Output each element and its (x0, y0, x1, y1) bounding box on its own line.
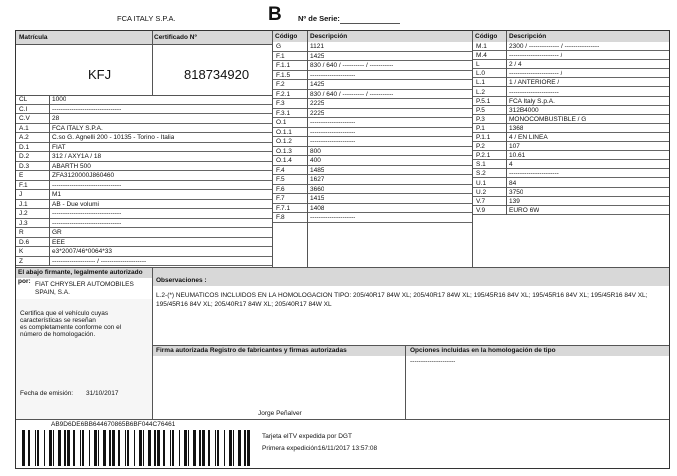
field-code: R (19, 229, 24, 236)
fecha-label: Fecha de emisión: (20, 390, 74, 397)
company-header: FCA ITALY S.P.A. (117, 14, 176, 23)
field-value: GR (52, 229, 62, 236)
barcode-bar (73, 430, 75, 466)
field-code: F.4 (276, 166, 285, 174)
field-code: D.1 (19, 143, 30, 151)
left-row (16, 171, 273, 181)
barcode-image (22, 430, 254, 466)
left-row (16, 238, 273, 248)
id-header-bg (16, 31, 273, 44)
field-value: 312 / AXY1A / 18 (52, 153, 102, 160)
right-row (473, 51, 669, 60)
field-value: 312B4000 (509, 106, 539, 114)
right-row (473, 42, 669, 51)
field-code: C.I (19, 105, 28, 113)
field-code: F.6 (276, 185, 285, 193)
signer-company-1: FIAT CHRYSLER AUTOMOBILES (35, 281, 134, 288)
primera-label: Primera expedición: (262, 445, 320, 452)
right-row (473, 197, 669, 206)
barcode-bar (53, 430, 54, 466)
field-code: P.3 (476, 115, 485, 123)
barcode-bar (244, 430, 246, 466)
matricula-value: KFJ (88, 67, 112, 82)
field-code: D.2 (19, 153, 30, 160)
left-row (16, 105, 273, 115)
mid-row (273, 109, 472, 119)
mid-code-label: Código (275, 33, 298, 40)
cert-text-1: Certifica que el vehículo cuyas (20, 310, 109, 317)
barcode-bar (22, 430, 25, 466)
signer-company-2: SPAIN, S.A. (35, 289, 70, 296)
field-value: -------------------------------- (52, 105, 122, 113)
certificado-label: Certificado Nº (154, 34, 197, 41)
barcode-bar (103, 430, 106, 466)
field-value: 1408 (310, 204, 325, 212)
field-value: 830 / 640 / ---------- / ----------- (310, 90, 394, 98)
right-row (473, 142, 669, 151)
field-value: 800 (310, 147, 321, 155)
barcode-text: AB9D6DE6BB644670865B6BF044C76461 (51, 421, 176, 428)
barcode-bar (157, 430, 160, 466)
field-value: 1000 (52, 96, 67, 103)
left-row (16, 228, 273, 238)
field-value: 4 / EN LINEA (509, 134, 548, 141)
barcode-bar (118, 430, 120, 466)
field-value: --------------------- (310, 128, 356, 136)
form-letter: B (268, 4, 282, 25)
field-value: ----------------------- (509, 88, 559, 96)
barcode-bar (58, 430, 61, 466)
field-code: O.1.3 (276, 147, 292, 155)
field-value: 2300 / -------------- / ---------------- (509, 43, 600, 50)
field-value: 1627 (310, 176, 325, 183)
barcode-bar (163, 430, 165, 466)
field-code: F.3.1 (276, 109, 291, 117)
field-value: --------------------- (310, 138, 356, 145)
observaciones-line-2: 195/45R16 84V XL; 205/40R17 84W XL; 205/40R17 84W XL (156, 301, 332, 308)
field-value: 139 (509, 197, 520, 205)
field-value: 10.61 (509, 152, 526, 160)
matricula-label: Matrícula (19, 34, 48, 41)
field-code: P.2 (476, 143, 485, 151)
field-code: O.1 (276, 119, 287, 126)
right-row (473, 169, 669, 178)
barcode-bar (184, 430, 187, 466)
field-code: U.1 (476, 179, 487, 187)
barcode-bar (202, 430, 205, 466)
barcode-bar (89, 430, 90, 466)
mid-row (273, 90, 472, 100)
field-value: EURO 6W (509, 206, 540, 214)
right-row (473, 160, 669, 169)
barcode-bar (170, 430, 171, 466)
field-value: AB - Due volumi (52, 200, 99, 208)
field-code: F.1 (19, 181, 28, 189)
left-row (16, 143, 273, 153)
mid-row (273, 42, 472, 52)
field-value: 1425 (310, 81, 325, 88)
right-row (473, 179, 669, 188)
mid-row (273, 137, 472, 147)
fecha-value: 31/10/2017 (86, 390, 119, 397)
mid-row (273, 52, 472, 62)
mid-header-bg (273, 31, 472, 42)
field-value: 1485 (310, 166, 325, 174)
right-row (473, 124, 669, 133)
right-row (473, 206, 669, 215)
barcode-bar (208, 430, 210, 466)
mid-row (273, 61, 472, 71)
field-value: 2225 (310, 109, 325, 117)
field-code: S.1 (476, 161, 486, 169)
field-code: F.7.1 (276, 204, 291, 212)
right-desc-label: Descripción (509, 33, 547, 40)
field-code: V.9 (476, 206, 486, 214)
field-code: L.1 (476, 79, 486, 87)
left-row (16, 95, 273, 105)
firma-name: Jorge Peñalver (258, 410, 302, 417)
field-value: 107 (509, 143, 520, 151)
barcode-bar (143, 430, 144, 466)
por-label: por: (18, 278, 31, 285)
field-code: S.2 (476, 170, 486, 178)
field-value: e3*2007/46*0064*33 (52, 248, 113, 255)
cert-text-3: es completamente conforme con el (20, 324, 122, 331)
field-value: -------------------------------- (52, 210, 122, 217)
field-value: -------------------------------- (52, 219, 122, 227)
barcode-bar (37, 430, 39, 466)
left-row (16, 219, 273, 229)
barcode-bar (199, 430, 201, 466)
field-value: ZFA3120000J860460 (52, 172, 115, 179)
field-value: --------------------- (310, 119, 356, 126)
field-value: ----------------------- / (509, 70, 563, 78)
field-code: D.6 (19, 238, 30, 246)
left-row (16, 181, 273, 191)
mid-row (273, 194, 472, 204)
field-code: O.1.2 (276, 138, 292, 145)
right-row (473, 188, 669, 197)
firma-label: Firma autorizada Registro de fabricantes y firmas autorizadas (156, 347, 347, 354)
mid-row (273, 118, 472, 128)
barcode-bar (215, 430, 216, 466)
cert-text-2: características se reseñan (20, 317, 96, 324)
left-row (16, 152, 273, 162)
barcode-bar (193, 430, 196, 466)
barcode-bar (238, 430, 241, 466)
field-code: P.2.1 (476, 152, 491, 160)
field-code: F.8 (276, 214, 285, 221)
field-value: 28 (52, 115, 60, 122)
right-row (473, 69, 669, 78)
field-code: C.V (19, 115, 30, 122)
field-code: F.1.1 (276, 62, 291, 69)
field-code: E (19, 172, 24, 179)
field-value: 2 / 4 (509, 61, 522, 69)
mid-row (273, 166, 472, 176)
mid-row (273, 128, 472, 138)
right-row (473, 88, 669, 97)
barcode-bar (80, 430, 81, 466)
mid-row (273, 156, 472, 166)
barcode-bar (188, 430, 189, 466)
field-code: J.2 (19, 210, 28, 217)
serie-line (340, 23, 400, 24)
field-code: P.5 (476, 106, 485, 114)
field-value: FCA Italy S.p.A. (509, 97, 555, 105)
right-row (473, 106, 669, 115)
barcode-bar (229, 430, 232, 466)
field-code: F.7 (276, 195, 285, 202)
barcode-bar (224, 430, 225, 466)
field-code: M.1 (476, 43, 487, 50)
mid-row (273, 99, 472, 109)
field-value: FIAT (52, 143, 66, 151)
field-code: P.1 (476, 124, 485, 132)
barcode-bar (233, 430, 234, 466)
left-row (16, 209, 273, 219)
field-code: P.1.1 (476, 134, 491, 141)
field-code: L.0 (476, 70, 486, 78)
field-code: U.2 (476, 188, 487, 196)
barcode-bar (134, 430, 135, 466)
field-code: J.1 (19, 200, 28, 208)
field-code: M.4 (476, 52, 487, 60)
barcode-bar (109, 430, 111, 466)
barcode-bar (35, 430, 36, 466)
observaciones-label: Observaciones : (156, 277, 207, 284)
mid-row (273, 185, 472, 195)
mid-row (273, 204, 472, 214)
barcode-bar (148, 430, 151, 466)
field-code: P.5.1 (476, 97, 491, 105)
field-value: FCA ITALY S.P.A. (52, 124, 103, 132)
field-value: C.so G. Agnelli 200 - 10135 - Torino - Italia (52, 134, 175, 141)
tarjeta-text: Tarjeta eITV expedida por DGT (262, 433, 352, 440)
field-code: A.1 (19, 124, 29, 132)
field-value: 1368 (509, 124, 524, 132)
field-code: Z (19, 257, 23, 265)
barcode-bar (67, 430, 70, 466)
left-row (16, 190, 273, 200)
barcode-bar (179, 430, 180, 466)
field-value: 4 (509, 161, 513, 169)
observaciones-line-1: L.2-(*) NEUMATICOS INCLUIDOS EN LA HOMOLOGACION TIPO: 205/40R17 84W XL; 205/40R17 84W XL; 195/45R16 84V XL; 195/45R16 84V XL; 195/45R16 84V XL; (156, 292, 648, 299)
right-row (473, 151, 669, 160)
field-code: K (19, 248, 24, 255)
field-value: 1425 (310, 52, 325, 60)
field-code: O.1.4 (276, 157, 292, 164)
field-code: J (19, 191, 23, 198)
field-value: 830 / 640 / ---------- / ----------- (310, 62, 394, 69)
field-value: EEE (52, 238, 66, 246)
right-row (473, 60, 669, 69)
opciones-label: Opciones incluidas en la homologación de tipo (410, 347, 556, 354)
field-code: L (476, 61, 480, 69)
field-code: J.3 (19, 219, 28, 227)
field-value: --------------------- (310, 71, 356, 79)
right-row (473, 97, 669, 106)
right-row (473, 115, 669, 124)
field-code: F.5 (276, 176, 285, 183)
field-value: 1 / ANTERIORE / (509, 79, 560, 87)
field-value: 400 (310, 157, 321, 164)
barcode-bar (112, 430, 115, 466)
primera-value: 16/11/2017 13:57:08 (318, 445, 378, 452)
right-row (473, 78, 669, 87)
left-row (16, 200, 273, 210)
field-value: ----------------------- / (509, 52, 563, 60)
field-value: M1 (52, 191, 62, 198)
field-code: L.2 (476, 88, 486, 96)
field-code: F.3 (276, 100, 285, 107)
right-code-label: Código (475, 33, 498, 40)
field-code: G (276, 43, 282, 50)
left-row (16, 114, 273, 124)
barcode-bar (217, 430, 219, 466)
left-row (16, 133, 273, 143)
field-value: 3750 (509, 188, 524, 196)
field-code: V.7 (476, 197, 486, 205)
cert-text-4: número de homologación. (20, 331, 96, 338)
barcode-bar (127, 430, 129, 466)
field-value: 84 (509, 179, 517, 187)
barcode-bar (64, 430, 66, 466)
field-value: 3660 (310, 185, 325, 193)
field-value: 1415 (310, 195, 325, 202)
serie-label: Nº de Serie: (298, 14, 340, 23)
field-value: -------------------------------- (52, 181, 122, 189)
field-value: -------------------- / --------------------- (52, 257, 147, 265)
barcode-bar (247, 430, 250, 466)
field-code: F.2.1 (276, 90, 291, 98)
left-row (16, 162, 273, 172)
barcode-bar (98, 430, 99, 466)
right-row (473, 133, 669, 142)
field-code: A.2 (19, 134, 29, 141)
mid-row (273, 213, 472, 223)
barcode-bar (154, 430, 156, 466)
field-code: F.1 (276, 52, 285, 60)
left-row (16, 124, 273, 134)
barcode-bar (49, 430, 52, 466)
right-header-bg (473, 31, 669, 42)
field-value: ----------------------- (509, 170, 559, 178)
field-code: O.1.1 (276, 128, 292, 136)
field-code: F.2 (276, 81, 285, 88)
barcode-bar (139, 430, 142, 466)
mid-row (273, 80, 472, 90)
barcode-bar (44, 430, 45, 466)
field-value: 2225 (310, 100, 325, 107)
mid-row (273, 71, 472, 81)
barcode-bar (94, 430, 97, 466)
field-value: ABARTH 500 (52, 162, 91, 170)
barcode-bar (125, 430, 126, 466)
field-code: CL (19, 96, 28, 103)
mid-desc-label: Descripción (310, 33, 348, 40)
opciones-value: --------------------- (410, 358, 456, 365)
barcode-bar (172, 430, 174, 466)
field-value: MONOCOMBUSTIBLE / G (509, 115, 587, 123)
field-code: D.3 (19, 162, 30, 170)
left-row (16, 247, 273, 257)
field-value: 1121 (310, 43, 324, 50)
signer-title: El abajo firmante, legalmente autorizado (18, 269, 143, 276)
field-value: --------------------- (310, 214, 356, 221)
certificado-value: 818734920 (184, 67, 250, 82)
left-row (16, 257, 273, 267)
mid-row (273, 175, 472, 185)
barcode-bar (82, 430, 84, 466)
field-code: F.1.5 (276, 71, 291, 79)
mid-row (273, 147, 472, 157)
barcode-bar (28, 430, 30, 466)
